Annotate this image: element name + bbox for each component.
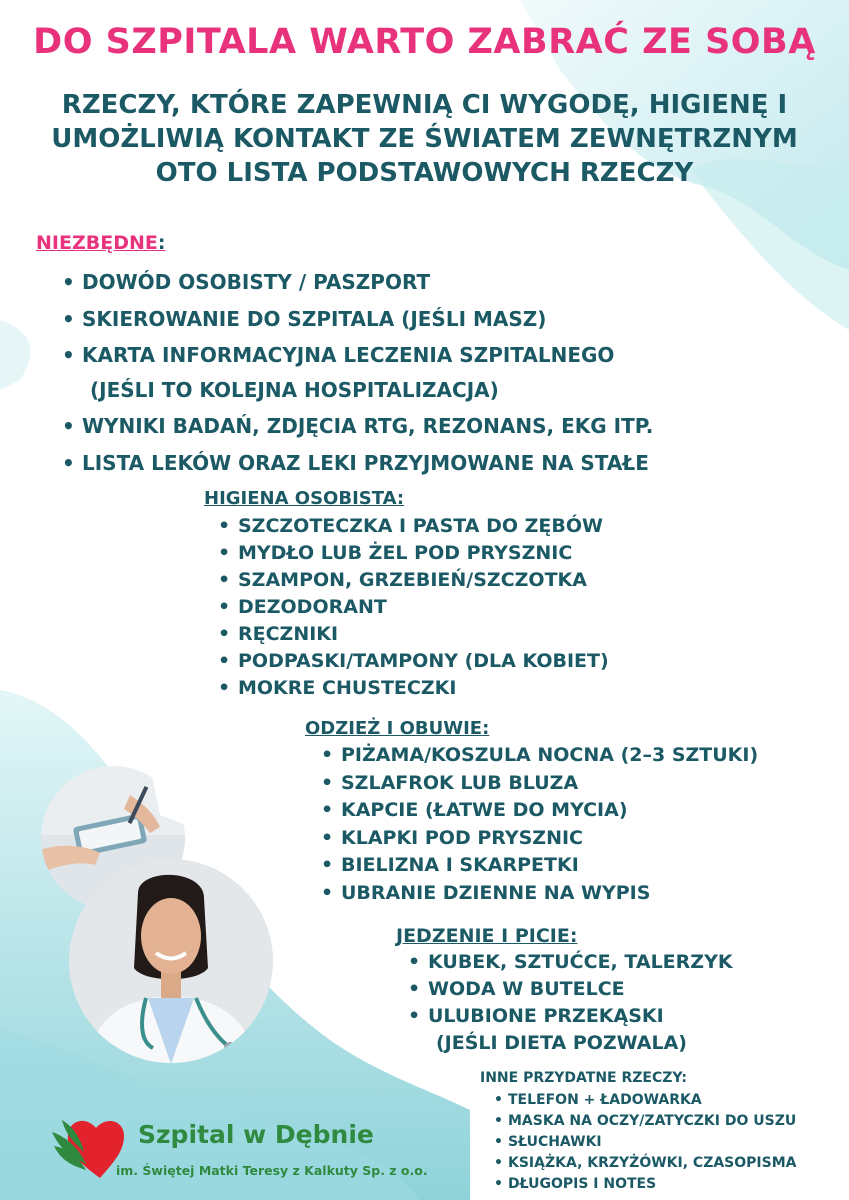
essentials-list: [82, 264, 653, 482]
list-item: • SZAMPON, GRZEBIEŃ/SZCZOTKA: [238, 567, 609, 594]
clothing-list: [341, 742, 758, 907]
list-item: • KAPCIE (ŁATWE DO MYCIA): [341, 797, 758, 825]
list-item: • DEZODORANT: [238, 594, 609, 621]
hospital-subname: im. Świętej Matki Teresy z Kalkuty Sp. z o.o.: [116, 1163, 428, 1178]
list-item: • SZLAFROK LUB BLUZA: [341, 770, 758, 798]
subtitle-line-3: OTO LISTA PODSTAWOWYCH RZECZY: [155, 158, 694, 188]
hygiene-title-text: HIGIENA OSOBISTA: [204, 488, 397, 509]
list-item-line: ULUBIONE PRZEKĄSKI: [428, 1005, 664, 1027]
list-item: • RĘCZNIKI: [238, 621, 609, 648]
list-item: • DOWÓD OSOBISTY / PASZPORT: [82, 264, 653, 301]
clothing-title-text: ODZIEŻ I OBUWIE: [305, 718, 483, 739]
clothing-title: [305, 718, 489, 739]
list-item: • MOKRE CHUSTECZKI: [238, 675, 609, 702]
hygiene-list: [238, 513, 609, 702]
list-item: • LISTA LEKÓW ORAZ LEKI PRZYJMOWANE NA STAŁE: [82, 445, 653, 482]
list-item: • MYDŁO LUB ŻEL POD PRYSZNIC: [238, 540, 609, 567]
hygiene-title: [204, 488, 404, 509]
list-item: • KUBEK, SZTUĆCE, TALERZYK: [428, 949, 733, 976]
list-item: • PODPASKI/TAMPONY (DLA KOBIET): [238, 648, 609, 675]
list-item: • TELEFON + ŁADOWARKA: [508, 1090, 797, 1111]
subtitle-line-2: UMOŻLIWIĄ KONTAKT ZE ŚWIATEM ZEWNĘTRZNYM: [51, 124, 798, 154]
list-item: • DŁUGOPIS I NOTES: [508, 1174, 797, 1195]
list-item: • WYNIKI BADAŃ, ZDJĘCIA RTG, REZONANS, EKG ITP.: [82, 408, 653, 445]
essentials-title-text: NIEZBĘDNE: [36, 232, 158, 254]
list-item: • BIELIZNA I SKARPETKI: [341, 852, 758, 880]
clothing-title-colon: :: [482, 718, 490, 739]
subtitle-line-1: RZECZY, KTÓRE ZAPEWNIĄ CI WYGODĘ, HIGIENĘ I: [61, 90, 788, 120]
list-item: • UBRANIE DZIENNE NA WYPIS: [341, 880, 758, 908]
list-item: [82, 338, 653, 408]
doctor-photo: [68, 858, 274, 1064]
food-title: [396, 925, 577, 947]
page-title: DO SZPITALA WARTO ZABRAĆ ZE SOBĄ: [33, 22, 816, 62]
list-item: • KLAPKI POD PRYSZNIC: [341, 825, 758, 853]
list-item: [428, 1003, 733, 1057]
food-list: [428, 949, 733, 1057]
hospital-name: Szpital w Dębnie: [138, 1120, 374, 1149]
list-item: • SZCZOTECZKA I PASTA DO ZĘBÓW: [238, 513, 609, 540]
list-item: • MASKA NA OCZY/ZATYCZKI DO USZU: [508, 1111, 797, 1132]
food-title-text: JEDZENIE I PICIE: [396, 925, 570, 947]
list-item-continuation: (JEŚLI DIETA POZWALA): [436, 1032, 687, 1054]
subtitle: [0, 88, 849, 190]
list-item: • SKIEROWANIE DO SZPITALA (JEŚLI MASZ): [82, 301, 653, 338]
essentials-title-colon: :: [157, 232, 166, 254]
list-item: • KSIĄŻKA, KRZYŻÓWKI, CZASOPISMA: [508, 1153, 797, 1174]
list-item: • PIŻAMA/KOSZULA NOCNA (2–3 SZTUKI): [341, 742, 758, 770]
list-item-continuation: (JEŚLI TO KOLEJNA HOSPITALIZACJA): [90, 378, 499, 402]
list-item: • WODA W BUTELCE: [428, 976, 733, 1003]
hygiene-title-colon: :: [396, 488, 405, 509]
list-item-line: KARTA INFORMACYJNA LECZENIA SZPITALNEGO: [82, 343, 615, 367]
essentials-title: [36, 232, 165, 254]
food-title-colon: :: [569, 925, 578, 947]
list-item: • SŁUCHAWKI: [508, 1132, 797, 1153]
other-title: INNE PRZYDATNE RZECZY:: [480, 1070, 687, 1086]
other-list: [508, 1090, 797, 1195]
